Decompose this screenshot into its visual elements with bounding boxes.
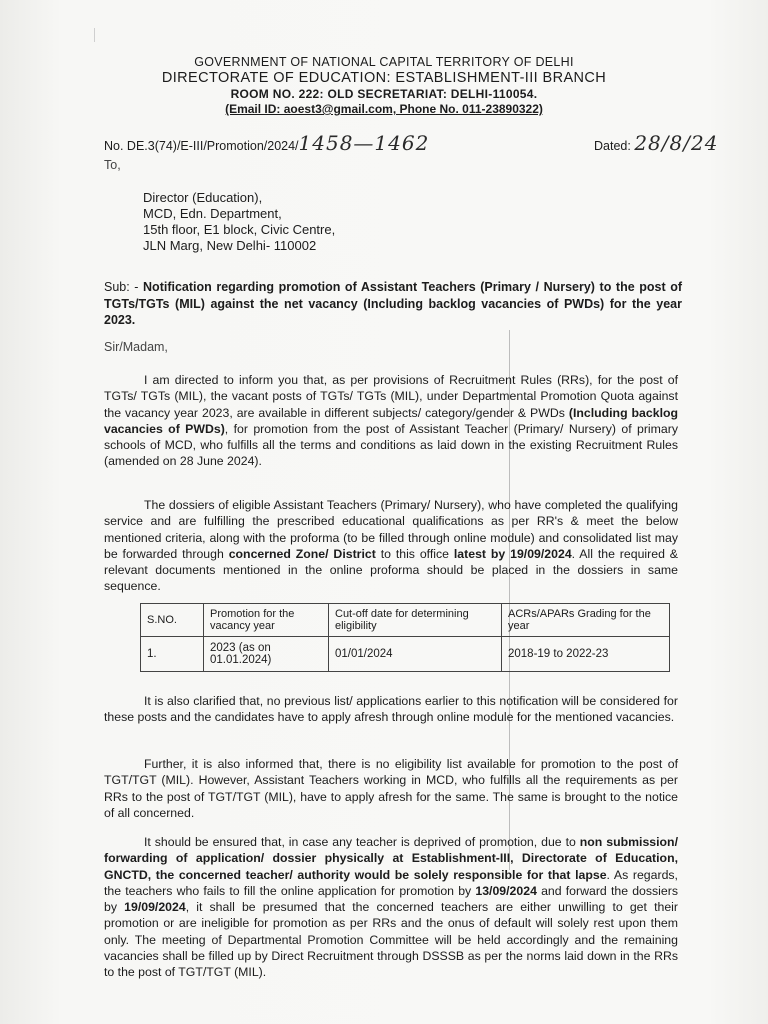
table-cell-cutoff: 01/01/2024 — [329, 637, 502, 672]
table-cell-vacancy-year: 2023 (as on 01.01.2024) — [204, 637, 329, 672]
table-row — [141, 637, 670, 672]
dated-field — [594, 131, 718, 155]
paragraph-5-text-c: . As regards, the teachers who fails to fill the online application for promotion by — [104, 867, 678, 898]
to-label: To, — [104, 158, 121, 172]
table-header-vacancy-year: Promotion for the vacancy year — [204, 604, 329, 637]
paragraph-3: It is also clarified that, no previous list/ applications earlier to this notification will be considered for these posts and the candidates have to apply afresh through online module for the mentioned vacancies. — [104, 694, 678, 725]
table-cell-sno: 1. — [141, 637, 204, 672]
address-line-2: MCD, Edn. Department, — [143, 206, 282, 221]
paragraph-2-deadline: latest by 19/09/2024 — [453, 546, 572, 561]
address-line-3: 15th floor, E1 block, Civic Centre, — [143, 222, 336, 237]
table-cell-grading: 2018-19 to 2022-23 — [502, 637, 670, 672]
address-line-4: JLN Marg, New Delhi- 110002 — [143, 238, 317, 253]
subject-text: Notification regarding promotion of Assistant Teachers (Primary / Nursery) to the post of TGTs/TGTs (MIL) against the net vacancy (Including backlog vacancies of PWDs) for the year 2023. — [104, 280, 682, 327]
header-room: ROOM NO. 222: OLD SECRETARIAT: DELHI-110054. — [230, 87, 538, 101]
dated-label: Dated: — [594, 139, 631, 153]
paragraph-5-text-e: and forward the dossiers by — [104, 883, 678, 915]
paragraph-5 — [104, 834, 678, 981]
paragraph-2-text-c: to this office — [375, 546, 454, 561]
header-directorate: DIRECTORATE OF EDUCATION: ESTABLISHMENT-III BRANCH — [161, 70, 607, 86]
paragraph-5-text-g: , it shall be presumed that the concerned teachers are either unwilling to get their promotion or are ineligible for promotion as per RRs and the onus of default will solely rest upon them only. The meeting of Departmental Promotion Committee will be held accordingly and the remaining vacancies shall be filled up by Direct Recruitment through DSSSB as per the norms laid down in the RRs to the post of TGT/TGT (MIL). — [104, 900, 679, 980]
reference-number-text: No. DE.3(74)/E-III/Promotion/2024/ — [104, 139, 299, 153]
table-header-cutoff: Cut-off date for determining eligibility — [329, 604, 502, 637]
address-line-1: Director (Education), — [143, 190, 263, 205]
salutation: Sir/Madam, — [104, 340, 168, 354]
paragraph-5-text-a: It should be ensured that, in case any teacher is deprived of promotion, due to — [144, 835, 580, 849]
handwritten-date: 28/8/24 — [634, 131, 719, 155]
header-contact: (Email ID: aoest3@gmail.com, Phone No. 011-23890322) — [225, 102, 543, 116]
header-government: GOVERNMENT OF NATIONAL CAPITAL TERRITORY OF DELHI — [194, 55, 574, 69]
table-header-grading: ACRs/APARs Grading for the year — [502, 604, 670, 637]
paragraph-2-text-a: The dossiers of eligible Assistant Teachers (Primary/ Nursery), who have completed the qualifying service and are fulfilling the prescribed educational qualifications as per RR's & meet the below mentioned criteria, along with the proforma (to be filled through online module) and consolidated list may be forwarded through — [104, 498, 678, 561]
paragraph-5-date-2: 19/09/2024 — [124, 900, 186, 915]
paragraph-1-emphasis: (Including backlog vacancies of PWDs) — [104, 405, 679, 436]
paragraph-1-text-c: , for promotion from the post of Assistant Teacher (Primary/ Nursery) of primary schools of MCD, who fulfills all the terms and conditions as laid down in the existing Recruitment Rules (amended on 28 June 2024). — [104, 421, 678, 469]
subject-prefix: Sub: - — [104, 280, 144, 294]
paragraph-2-text-e: . All the required & relevant documents mentioned in the online proforma should be placed in the dossiers in same sequence. — [104, 546, 678, 594]
paragraph-5-date-1: 13/09/2024 — [475, 883, 537, 898]
paragraph-4: Further, it is also informed that, there is no eligibility list available for promotion to the post of TGT/TGT (MIL). However, Assistant Teachers working in MCD, who fulfills all the requirements as per RRs to the post of TGT/TGT (MIL), have to apply afresh for the same. The same is brought to the notice of all concerned. — [104, 757, 678, 820]
paragraph-5-emphasis: non submission/ forwarding of application/ dossier physically at Establishment-III, Directorate of Education, GNCTD, the concerned teacher/ authority would be solely responsible for that lapse — [104, 835, 678, 882]
table-header-sno: S.NO. — [141, 604, 204, 637]
eligibility-criteria-table — [140, 603, 670, 672]
scan-mark — [94, 28, 101, 42]
reference-number — [104, 131, 429, 155]
paragraph-2-zone: concerned Zone/ District — [228, 546, 376, 561]
paragraph-1-text-a: I am directed to inform you that, as per provisions of Recruitment Rules (RRs), for the post of TGTs/ TGTs (MIL), the vacant posts of TGTs/ TGTs (MIL), under Departmental Promotion Quota against the vacancy year 2023, are available in different subjects/ category/gender & PWDs — [104, 373, 678, 420]
paragraph-2 — [104, 497, 678, 595]
paragraph-1 — [104, 372, 678, 470]
subject — [104, 279, 682, 329]
handwritten-dispatch-number: 1458—1462 — [298, 131, 430, 155]
table-header-row — [141, 604, 670, 637]
